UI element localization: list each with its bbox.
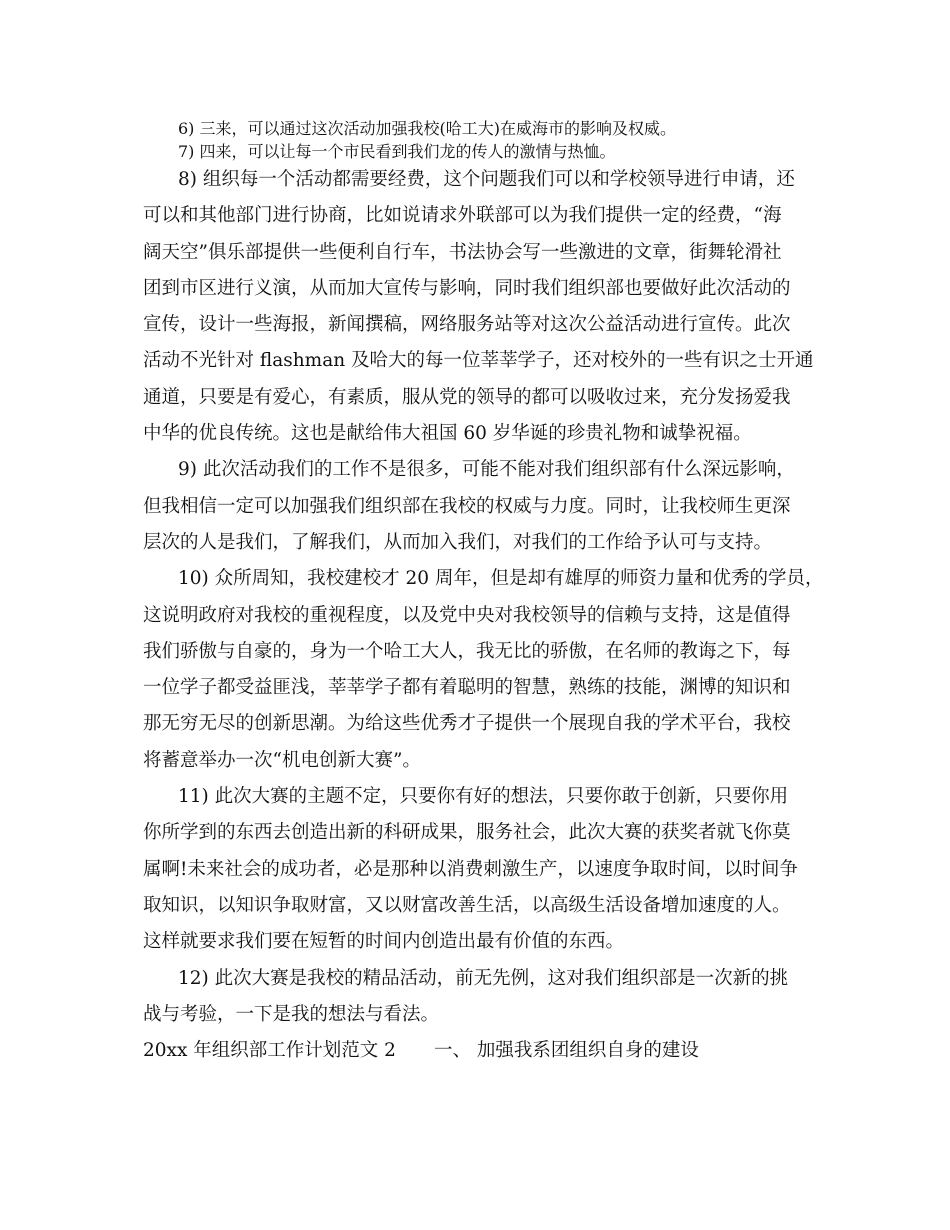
text-line: 8) 组织每一个活动都需要经费，这个问题我们可以和学校领导进行申请，还	[178, 169, 795, 190]
text-line: 团到市区进行义演，从而加大宣传与影响，同时我们组织部也要做好此次活动的	[143, 277, 791, 299]
paragraph-10	[143, 561, 824, 779]
text-line: 战与考验，一下是我的想法与看法。	[143, 1003, 440, 1025]
text-line: 活动不光针对 flashman 及哈大的每一位莘莘学子，还对校外的一些有识之士开通	[143, 350, 814, 372]
text-line: 将蓄意举办一次“机电创新大赛”。	[143, 749, 421, 771]
text-line: 一位学子都受益匪浅，莘莘学子都有着聪明的智慧，熟练的技能，渊博的知识和	[143, 677, 791, 699]
paragraph-11	[143, 779, 810, 960]
text-line: 阔天空”俱乐部提供一些便利自行车，书法协会写一些激进的文章，街舞轮滑社	[143, 241, 782, 263]
text-line: 层次的人是我们，了解我们，从而加入我们，对我们的工作给予认可与支持。	[143, 531, 773, 553]
paragraph-7	[143, 139, 810, 162]
text-line: 那无穷无尽的创新思潮。为给这些优秀才子提供一个展现自我的学术平台，我校	[143, 713, 791, 735]
text-line: 11) 此次大赛的主题不定，只要你有好的想法，只要你敢于创新，只要你用	[178, 786, 789, 808]
paragraph-9	[143, 452, 810, 561]
text-line: 可以和其他部门进行协商，比如说请求外联部可以为我们提供一定的经费，“海	[143, 205, 782, 227]
text-line: 这说明政府对我校的重视程度，以及党中央对我校领导的信赖与支持，这是值得	[143, 604, 791, 626]
paragraph-8	[143, 162, 814, 452]
text-line: 中华的优良传统。这也是献给伟大祖国 60 岁华诞的珍贵礼物和诚挚祝福。	[143, 423, 752, 445]
text-line: 属啊!未来社会的成功者，必是那种以消费刺激生产，以速度争取时间，以时间争	[143, 858, 798, 880]
text-line: 7) 四来，可以让每一个市民看到我们龙的传人的激情与热恤。	[178, 142, 616, 161]
text-line: 这样就要求我们要在短暂的时间内创造出最有价值的东西。	[143, 931, 625, 953]
section-title: 一、 加强我系团组织自身的建设	[433, 1040, 699, 1062]
text-line: 但我相信一定可以加强我们组织部在我校的权威与力度。同时，让我校师生更深	[143, 495, 791, 517]
text-line: 6) 三来，可以通过这次活动加强我校(哈工大)在威海市的影响及权威。	[178, 119, 676, 138]
paragraph-6	[143, 116, 810, 139]
text-line: 我们骄傲与自豪的，身为一个哈工大人，我无比的骄傲，在名师的教诲之下，每	[143, 640, 791, 662]
document-title: 20xx 年组织部工作计划范文 2	[143, 1040, 396, 1062]
text-line: 你所学到的东西去创造出新的科研成果，服务社会，此次大赛的获奖者就飞你莫	[143, 822, 791, 844]
text-line: 宣传，设计一些海报，新闻撰稿，网络服务站等对这次公益活动进行宣传。此次	[143, 314, 791, 336]
text-line: 9) 此次活动我们的工作不是很多，可能不能对我们组织部有什么深远影响，	[178, 459, 795, 481]
text-line: 12) 此次大赛是我校的精品活动，前无先例，这对我们组织部是一次新的挑	[178, 967, 789, 989]
paragraph-12	[143, 961, 810, 1034]
text-line: 通道，只要是有爱心，有素质，服从党的领导的都可以吸收过来，充分发扬爱我	[143, 386, 791, 408]
document-body	[143, 116, 824, 1069]
section-heading-line	[143, 1033, 810, 1069]
text-line: 10) 众所周知，我校建校才 20 周年，但是却有雄厚的师资力量和优秀的学员，	[178, 568, 824, 590]
text-line: 取知识，以知识争取财富，又以财富改善生活，以高级生活设备增加速度的人。	[143, 894, 791, 916]
